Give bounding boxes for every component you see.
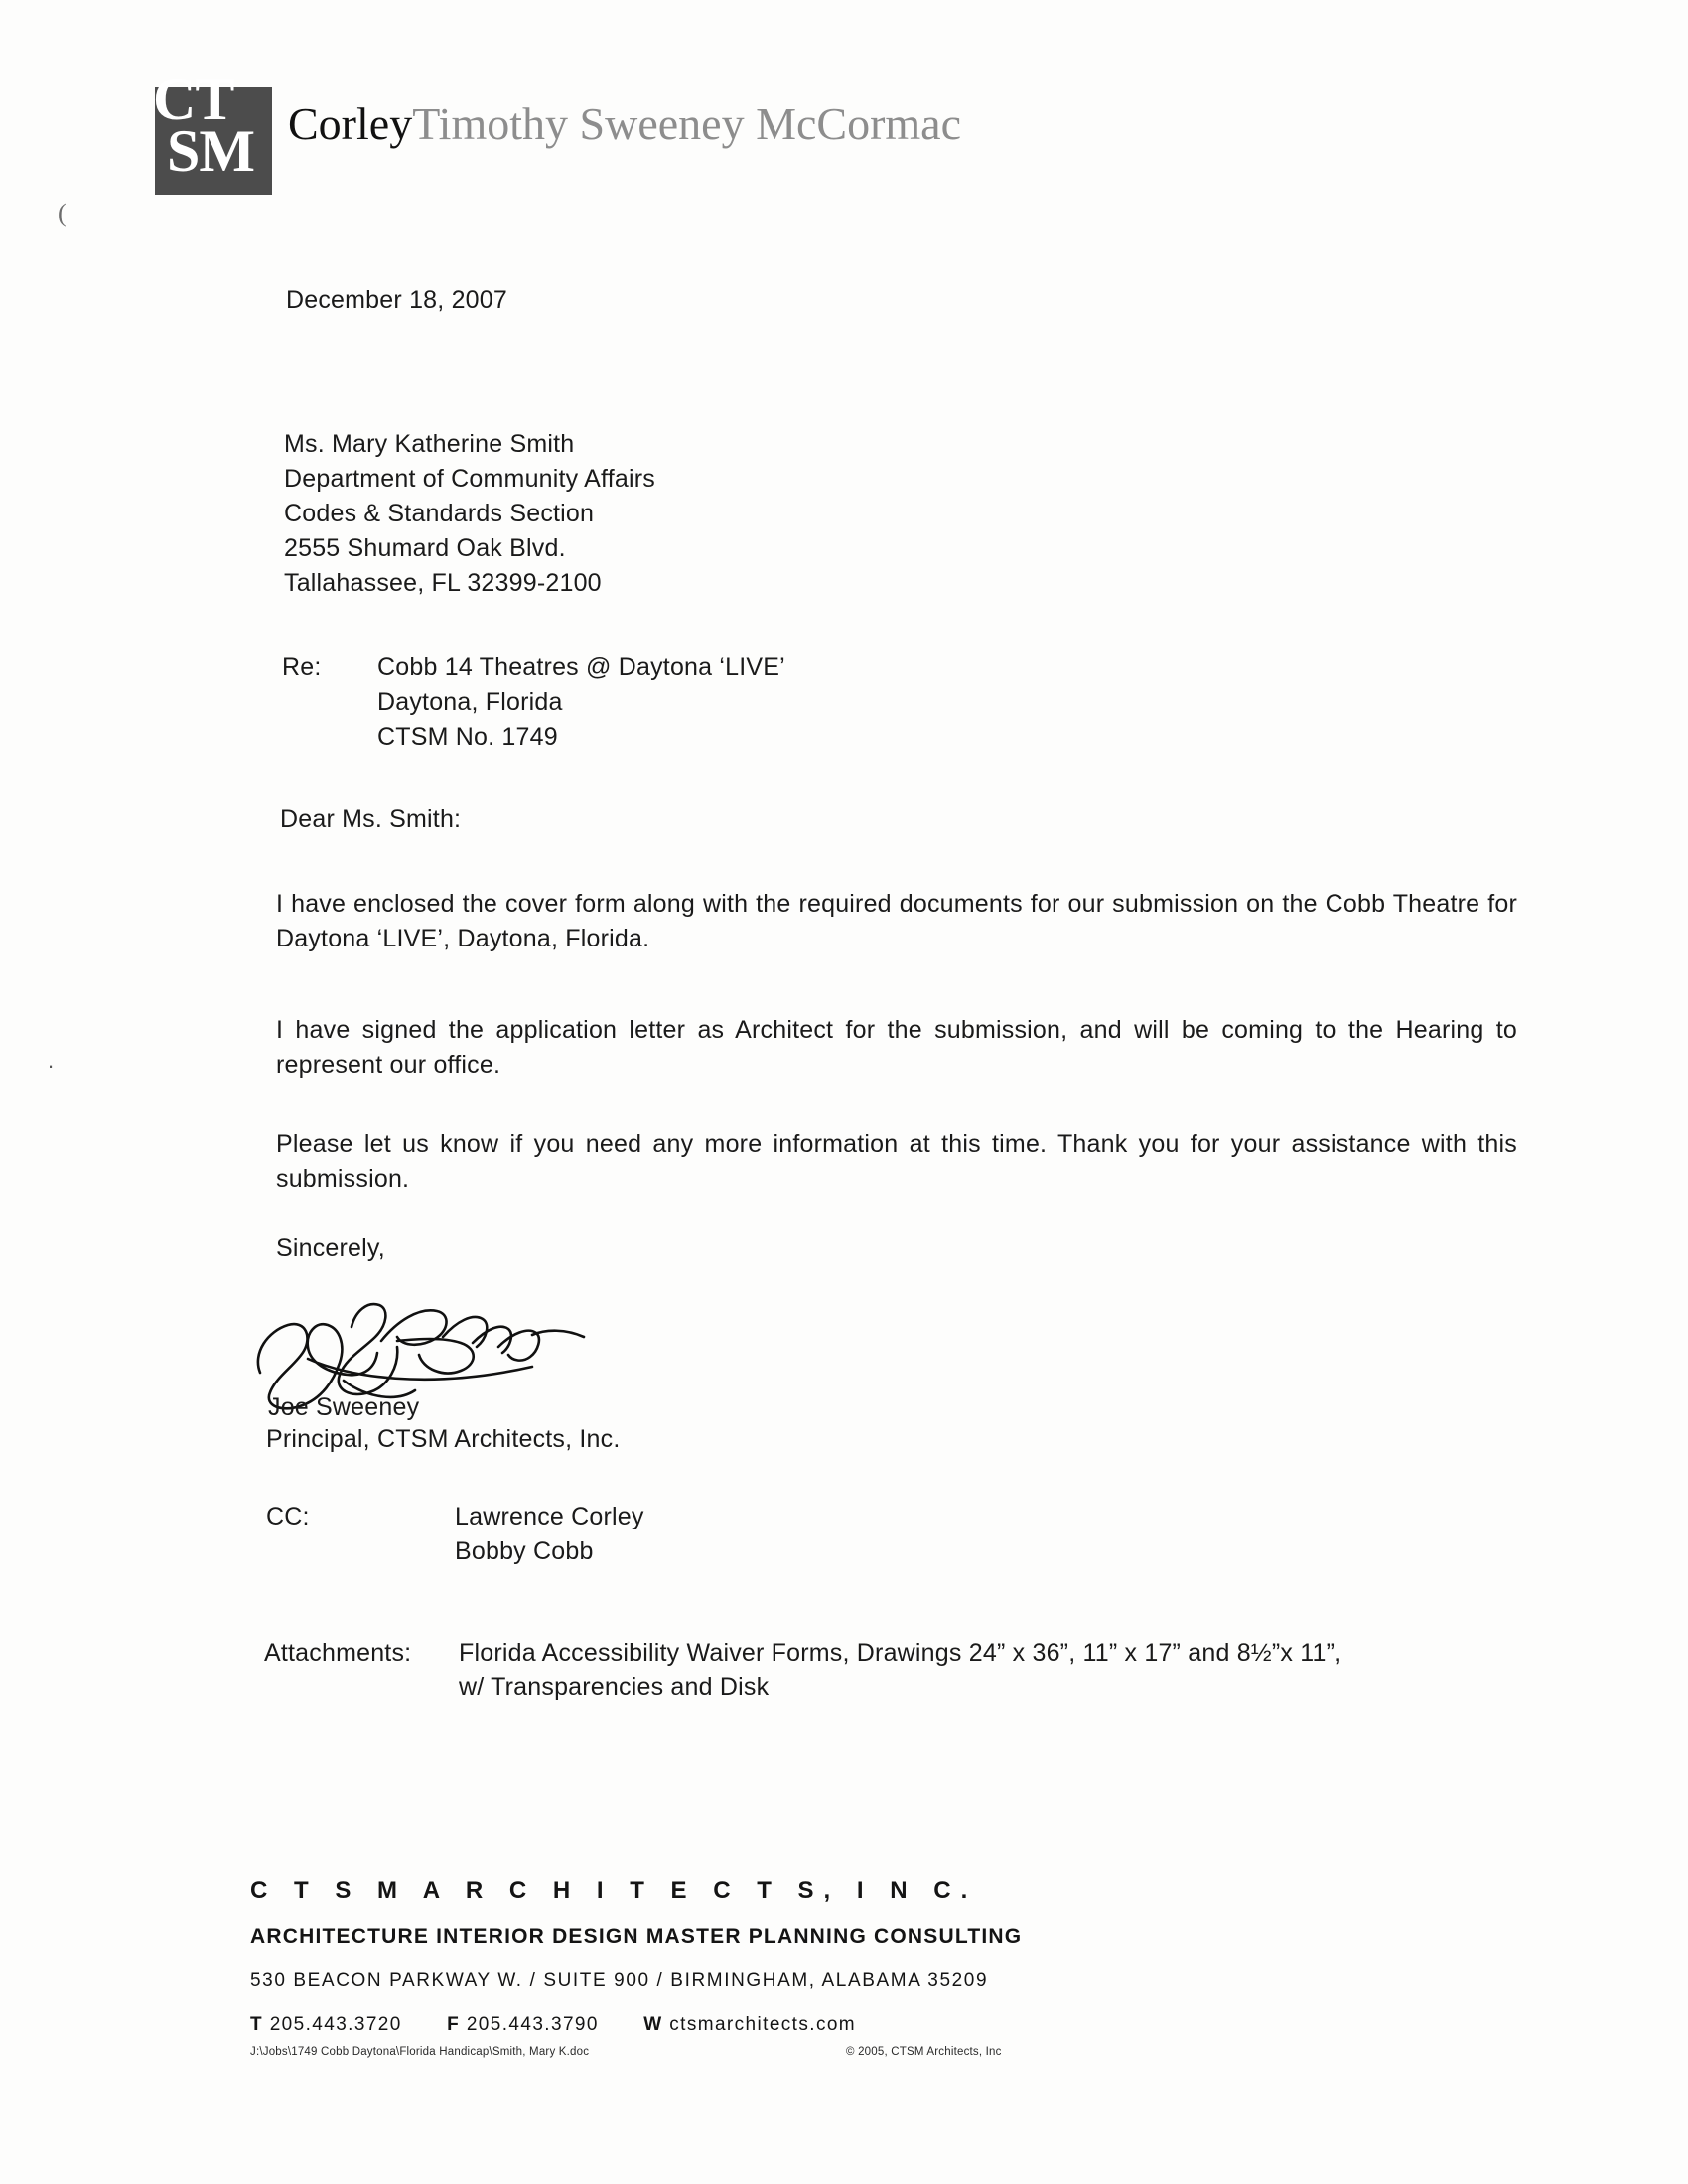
stray-dot-mark: . xyxy=(48,1048,55,1073)
attachments-line-2: w/ Transparencies and Disk xyxy=(459,1674,770,1701)
salutation: Dear Ms. Smith: xyxy=(280,805,462,833)
letter-footer xyxy=(250,1877,1442,2036)
re-label-spacer xyxy=(282,685,377,720)
addressee-line: Tallahassee, FL 32399-2100 xyxy=(284,569,602,597)
logo-letters-top: CT xyxy=(153,67,234,132)
footer-fax: 205.443.3790 xyxy=(466,2014,599,2035)
stray-pen-mark: ( xyxy=(58,199,67,227)
addressee-line: Ms. Mary Katherine Smith xyxy=(284,430,575,458)
re-line: Daytona, Florida xyxy=(377,688,563,716)
footer-copyright: © 2005, CTSM Architects, Inc xyxy=(846,2046,1002,2058)
footer-web[interactable]: ctsmarchitects.com xyxy=(669,2014,857,2035)
footer-fineprint xyxy=(250,2046,1491,2058)
footer-firm-name: C T S M A R C H I T E C T S, I N C. xyxy=(250,1877,978,1904)
letterhead xyxy=(149,67,1142,199)
footer-phone: 205.443.3720 xyxy=(269,2014,402,2035)
signer-name: Joe Sweeney xyxy=(268,1393,420,1421)
re-block xyxy=(282,651,1176,755)
re-line: CTSM No. 1749 xyxy=(377,723,558,751)
wordmark-gray: Timothy Sweeney McCormac xyxy=(412,98,962,149)
attachments-label: Attachments: xyxy=(264,1639,412,1667)
footer-contact xyxy=(250,2014,1442,2036)
footer-web-label: W xyxy=(643,2014,663,2035)
footer-phone-label: T xyxy=(250,2014,264,2035)
re-label-spacer xyxy=(282,720,377,755)
firm-wordmark xyxy=(288,98,962,149)
letter-date: December 18, 2007 xyxy=(286,286,507,314)
signer-title: Principal, CTSM Architects, Inc. xyxy=(266,1425,621,1453)
closing: Sincerely, xyxy=(276,1235,385,1262)
attachments-block xyxy=(264,1636,1555,1705)
footer-fax-label: F xyxy=(447,2014,461,2035)
cc-label: CC: xyxy=(266,1503,310,1530)
logo-letters-bottom: SM xyxy=(167,118,254,184)
addressee-line: 2555 Shumard Oak Blvd. xyxy=(284,534,566,562)
ctsm-logo-icon xyxy=(149,67,280,199)
cc-name: Lawrence Corley xyxy=(455,1503,644,1530)
body-paragraph-1: I have enclosed the cover form along with the required documents for our submission on the Cobb Theatre for Daytona ‘LIVE’, Daytona, Florida. xyxy=(276,890,1517,952)
re-label: Re: xyxy=(282,654,322,681)
addressee-line: Codes & Standards Section xyxy=(284,500,595,527)
body-paragraph-2: I have signed the application letter as Architect for the submission, and will be coming to the Hearing to represent our office. xyxy=(276,1016,1517,1079)
addressee-line: Department of Community Affairs xyxy=(284,465,655,493)
cc-label-spacer xyxy=(266,1534,455,1569)
cc-block xyxy=(266,1500,961,1569)
footer-file-path: J:\Jobs\1749 Cobb Daytona\Florida Handicap\Smith, Mary K.doc xyxy=(250,2046,590,2058)
re-line: Cobb 14 Theatres @ Daytona ‘LIVE’ xyxy=(377,654,785,681)
footer-address: 530 BEACON PARKWAY W. / SUITE 900 / BIRMINGHAM, ALABAMA 35209 xyxy=(250,1970,989,1991)
addressee-block xyxy=(284,427,979,601)
body-paragraph-3: Please let us know if you need any more information at this time. Thank you for your assistance with this submission. xyxy=(276,1130,1517,1193)
cc-name: Bobby Cobb xyxy=(455,1537,594,1565)
attachments-line-1: Florida Accessibility Waiver Forms, Drawings 24” x 36”, 11” x 17” and 8½”x 11”, xyxy=(459,1639,1342,1667)
footer-services: ARCHITECTURE INTERIOR DESIGN MASTER PLANNING CONSULTING xyxy=(250,1925,1023,1948)
wordmark-dark: Corley xyxy=(288,98,413,149)
